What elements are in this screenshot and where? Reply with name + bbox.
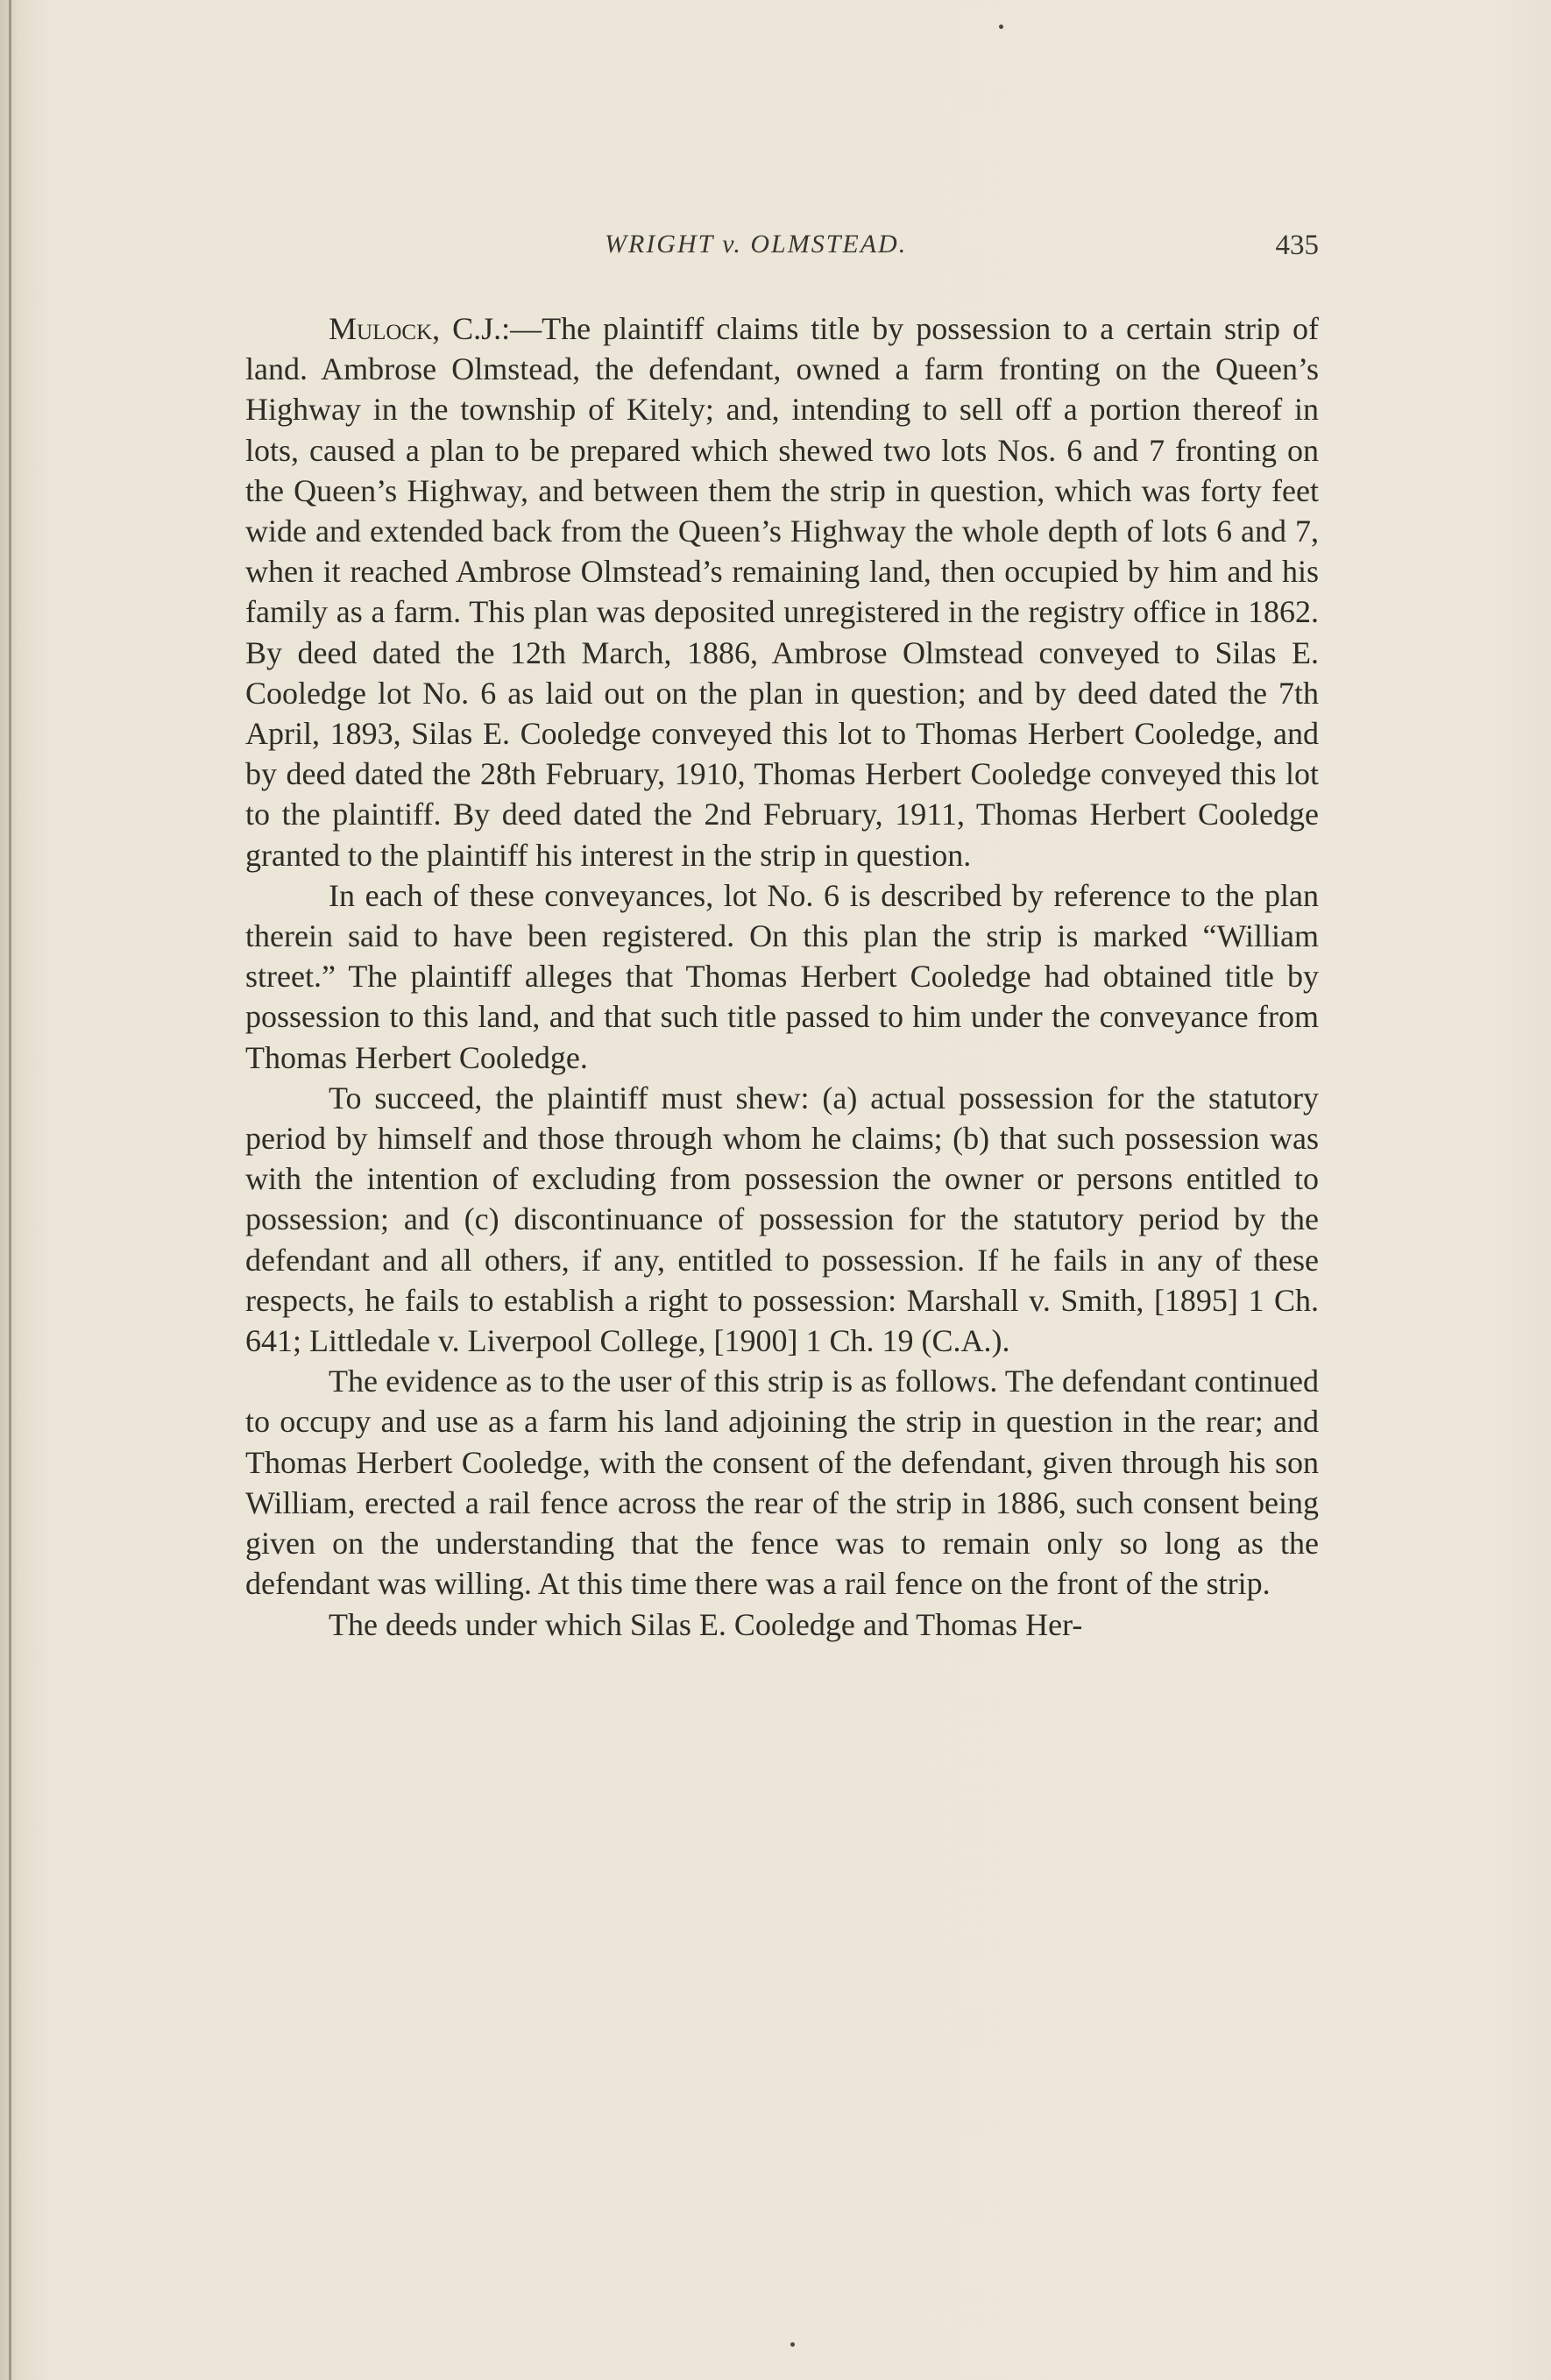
- body-text: [245, 308, 1319, 1645]
- paragraph: The evidence as to the user of this strip is as follows. The defendant continued to occupy and use as a farm his land adjoining the strip in question in the rear; and Thomas Herbert Cooledge, with the consent of the defendant, given through his son William, erected a rail fence across the rear of the strip in 1886, such consent being given on the understanding that the fence was to remain only so long as the defendant was willing. At this time there was a rail fence on the front of the strip.: [245, 1364, 1319, 1602]
- page-header: [245, 230, 1319, 273]
- ink-speck: [999, 25, 1003, 29]
- binding-edge: [9, 0, 11, 2380]
- paragraph: In each of these conveyances, lot No. 6 is described by reference to the plan therein said to have been registered. On this plan the strip is marked “William street.” The plaintiff alleges that Thomas Herbert Cooledge had obtained title by possession to this land, and that such title passed to him under the conveyance from Thomas Herbert Cooledge.: [245, 877, 1319, 1075]
- paragraph: The deeds under which Silas E. Cooledge and Thomas Her-: [329, 1606, 1083, 1642]
- judge-name: Mulock, C.J.: [329, 311, 502, 346]
- paragraph: To succeed, the plaintiff must shew: (a) actual possession for the statutory period by himself and those through whom he claims; (b) that such possession was with the intention of excluding from possession the owner or persons entitled to possession; and (c) discontinuance of possession for the statutory period by the defendant and all others, if any, entitled to possession. If he fails in any of these respects, he fails to establish a right to possession: Marshall v. Smith, [1895] 1 Ch. 641; Littledale v. Liverpool College, [1900] 1 Ch. 19 (C.A.).: [245, 1080, 1319, 1359]
- paragraph-text: :—The plaintiff claims title by possession to a certain strip of land. Ambrose Olmstead, the defendant, owned a farm fronting on the Queen’s Highway in the township of Kitely; and, intending to sell off a portion thereof in lots, caused a plan to be prepared which shewed two lots Nos. 6 and 7 fronting on the Queen’s Highway, and between them the strip in question, which was forty feet wide and extended back from the Queen’s Highway the whole depth of lots 6 and 7, when it reached Ambrose Olmstead’s remaining land, then occupied by him and his family as a farm. This plan was deposited unregistered in the registry office in 1862. By deed dated the 12th March, 1886, Ambrose Olmstead conveyed to Silas E. Cooledge lot No. 6 as laid out on the plan in question; and by deed dated the 7th April, 1893, Silas E. Cooledge conveyed this lot to Thomas Herbert Cooledge, and by deed dated the 28th February, 1910, Thomas Herbert Cooledge conveyed this lot to the plaintiff. By deed dated the 2nd February, 1911, Thomas Herbert Cooledge granted to the plaintiff his interest in the strip in question.: [245, 311, 1320, 873]
- page-number: 435: [1275, 230, 1319, 261]
- ink-speck: [790, 2342, 795, 2347]
- running-title: WRIGHT v. OLMSTEAD.: [605, 230, 908, 259]
- paragraph: [245, 308, 1319, 875]
